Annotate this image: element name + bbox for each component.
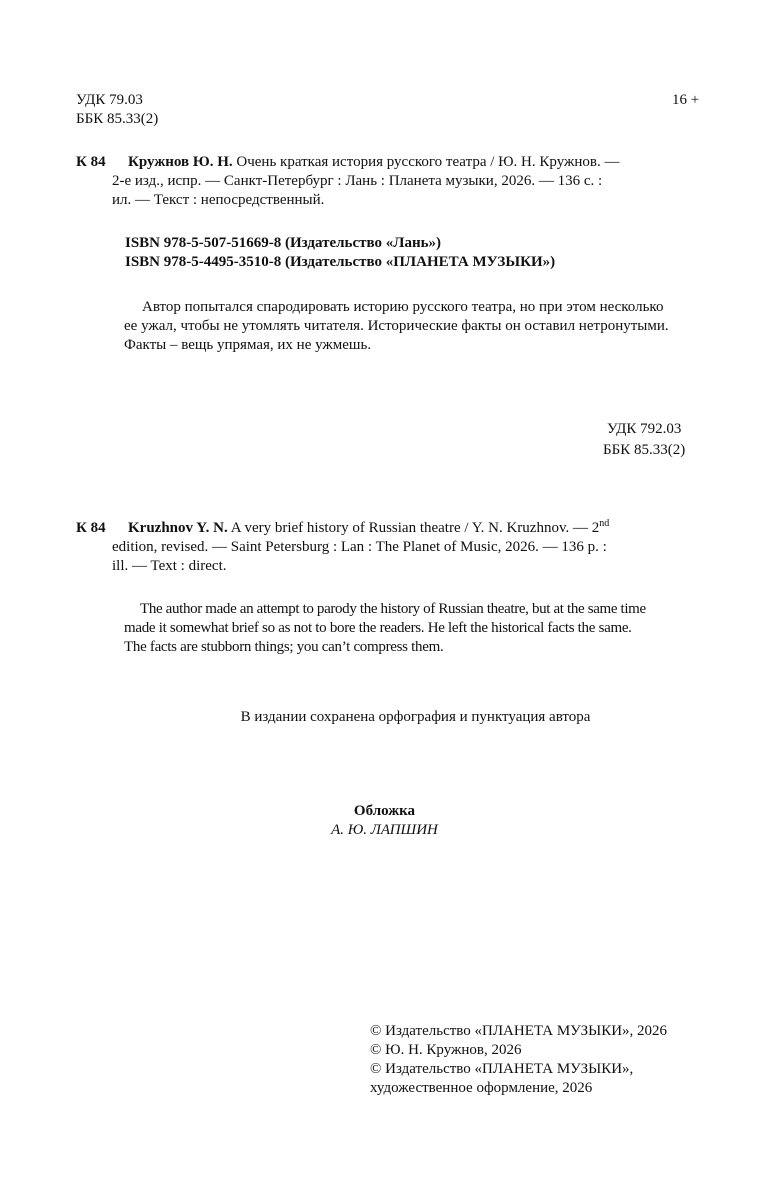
entry-line-en-1: A very brief history of Russian theatre / Y. N. Kruzhnov. — 2: [230, 520, 600, 536]
udc-code: УДК 79.03: [76, 92, 143, 108]
annotation-en: [124, 600, 704, 657]
annotation-en-line-2: made it somewhat brief so as not to bore the readers. He left the historical facts the same.: [124, 620, 632, 636]
annotation-en-line-3: The facts are stubborn things; you can’t compress them.: [124, 639, 444, 655]
bibliographic-entry-en: [112, 519, 704, 576]
author-mark-en: К 84: [76, 520, 106, 536]
annotation-en-line-1: The author made an attempt to parody the history of Russian theatre, but at the same time: [140, 601, 646, 617]
author-mark-ru: К 84: [76, 154, 106, 170]
cover-artist: А. Ю. ЛАПШИН: [331, 822, 438, 838]
orthography-note: [0, 708, 769, 727]
isbn-block: [125, 234, 555, 272]
bibliographic-entry-ru: [112, 153, 704, 210]
copyright-line-2: © Ю. Н. Кружнов, 2026: [370, 1042, 522, 1058]
bbk-code: ББК 85.33(2): [76, 111, 159, 127]
edition-superscript: nd: [599, 518, 610, 529]
cover-label: Обложка: [353, 803, 416, 819]
annotation-ru-line-1: Автор попытался спародировать историю русского театра, но при этом несколько: [142, 299, 664, 315]
entry-line-ru-3: ил. — Текст : непосредственный.: [112, 192, 325, 208]
orthography-note-text: В издании сохранена орфография и пунктуация автора: [240, 709, 591, 725]
bbk-code-right: ББК 85.33(2): [603, 442, 686, 458]
copyright-line-3: © Издательство «ПЛАНЕТА МУЗЫКИ»,: [370, 1061, 634, 1077]
udc-code-right: УДК 792.03: [607, 421, 682, 437]
annotation-ru-line-2: ее ужал, чтобы не утомлять читателя. Исторические факты он оставил нетронутыми.: [124, 318, 669, 334]
copyright-block: [370, 1022, 690, 1098]
cover-credit: [0, 802, 769, 840]
entry-line-en-2: edition, revised. — Saint Petersburg : Lan : The Planet of Music, 2026. — 136 p. :: [112, 539, 607, 555]
author-name-ru: Кружнов Ю. Н.: [128, 154, 233, 170]
author-name-en: Kruzhnov Y. N.: [128, 520, 228, 536]
annotation-ru: [124, 298, 704, 355]
isbn-planet-music: ISBN 978-5-4495-3510-8 (Издательство «ПЛАНЕТА МУЗЫКИ»): [125, 254, 556, 270]
entry-line-ru-1: Очень краткая история русского театра / Ю. Н. Кружнов. —: [236, 154, 620, 170]
copyright-line-1: © Издательство «ПЛАНЕТА МУЗЫКИ», 2026: [370, 1023, 668, 1039]
entry-line-ru-2: 2-е изд., испр. — Санкт-Петербург : Лань : Планета музыки, 2026. — 136 с. :: [112, 173, 603, 189]
classification-codes-right: [603, 420, 685, 460]
annotation-ru-line-3: Факты – вещь упрямая, их не ужмешь.: [124, 337, 372, 353]
isbn-lan: ISBN 978-5-507-51669-8 (Издательство «Лань»): [125, 235, 442, 251]
classification-codes: [76, 91, 158, 129]
entry-line-en-3: ill. — Text : direct.: [112, 558, 227, 574]
age-rating: 16 +: [672, 92, 700, 108]
copyright-line-4: художественное оформление, 2026: [370, 1080, 593, 1096]
